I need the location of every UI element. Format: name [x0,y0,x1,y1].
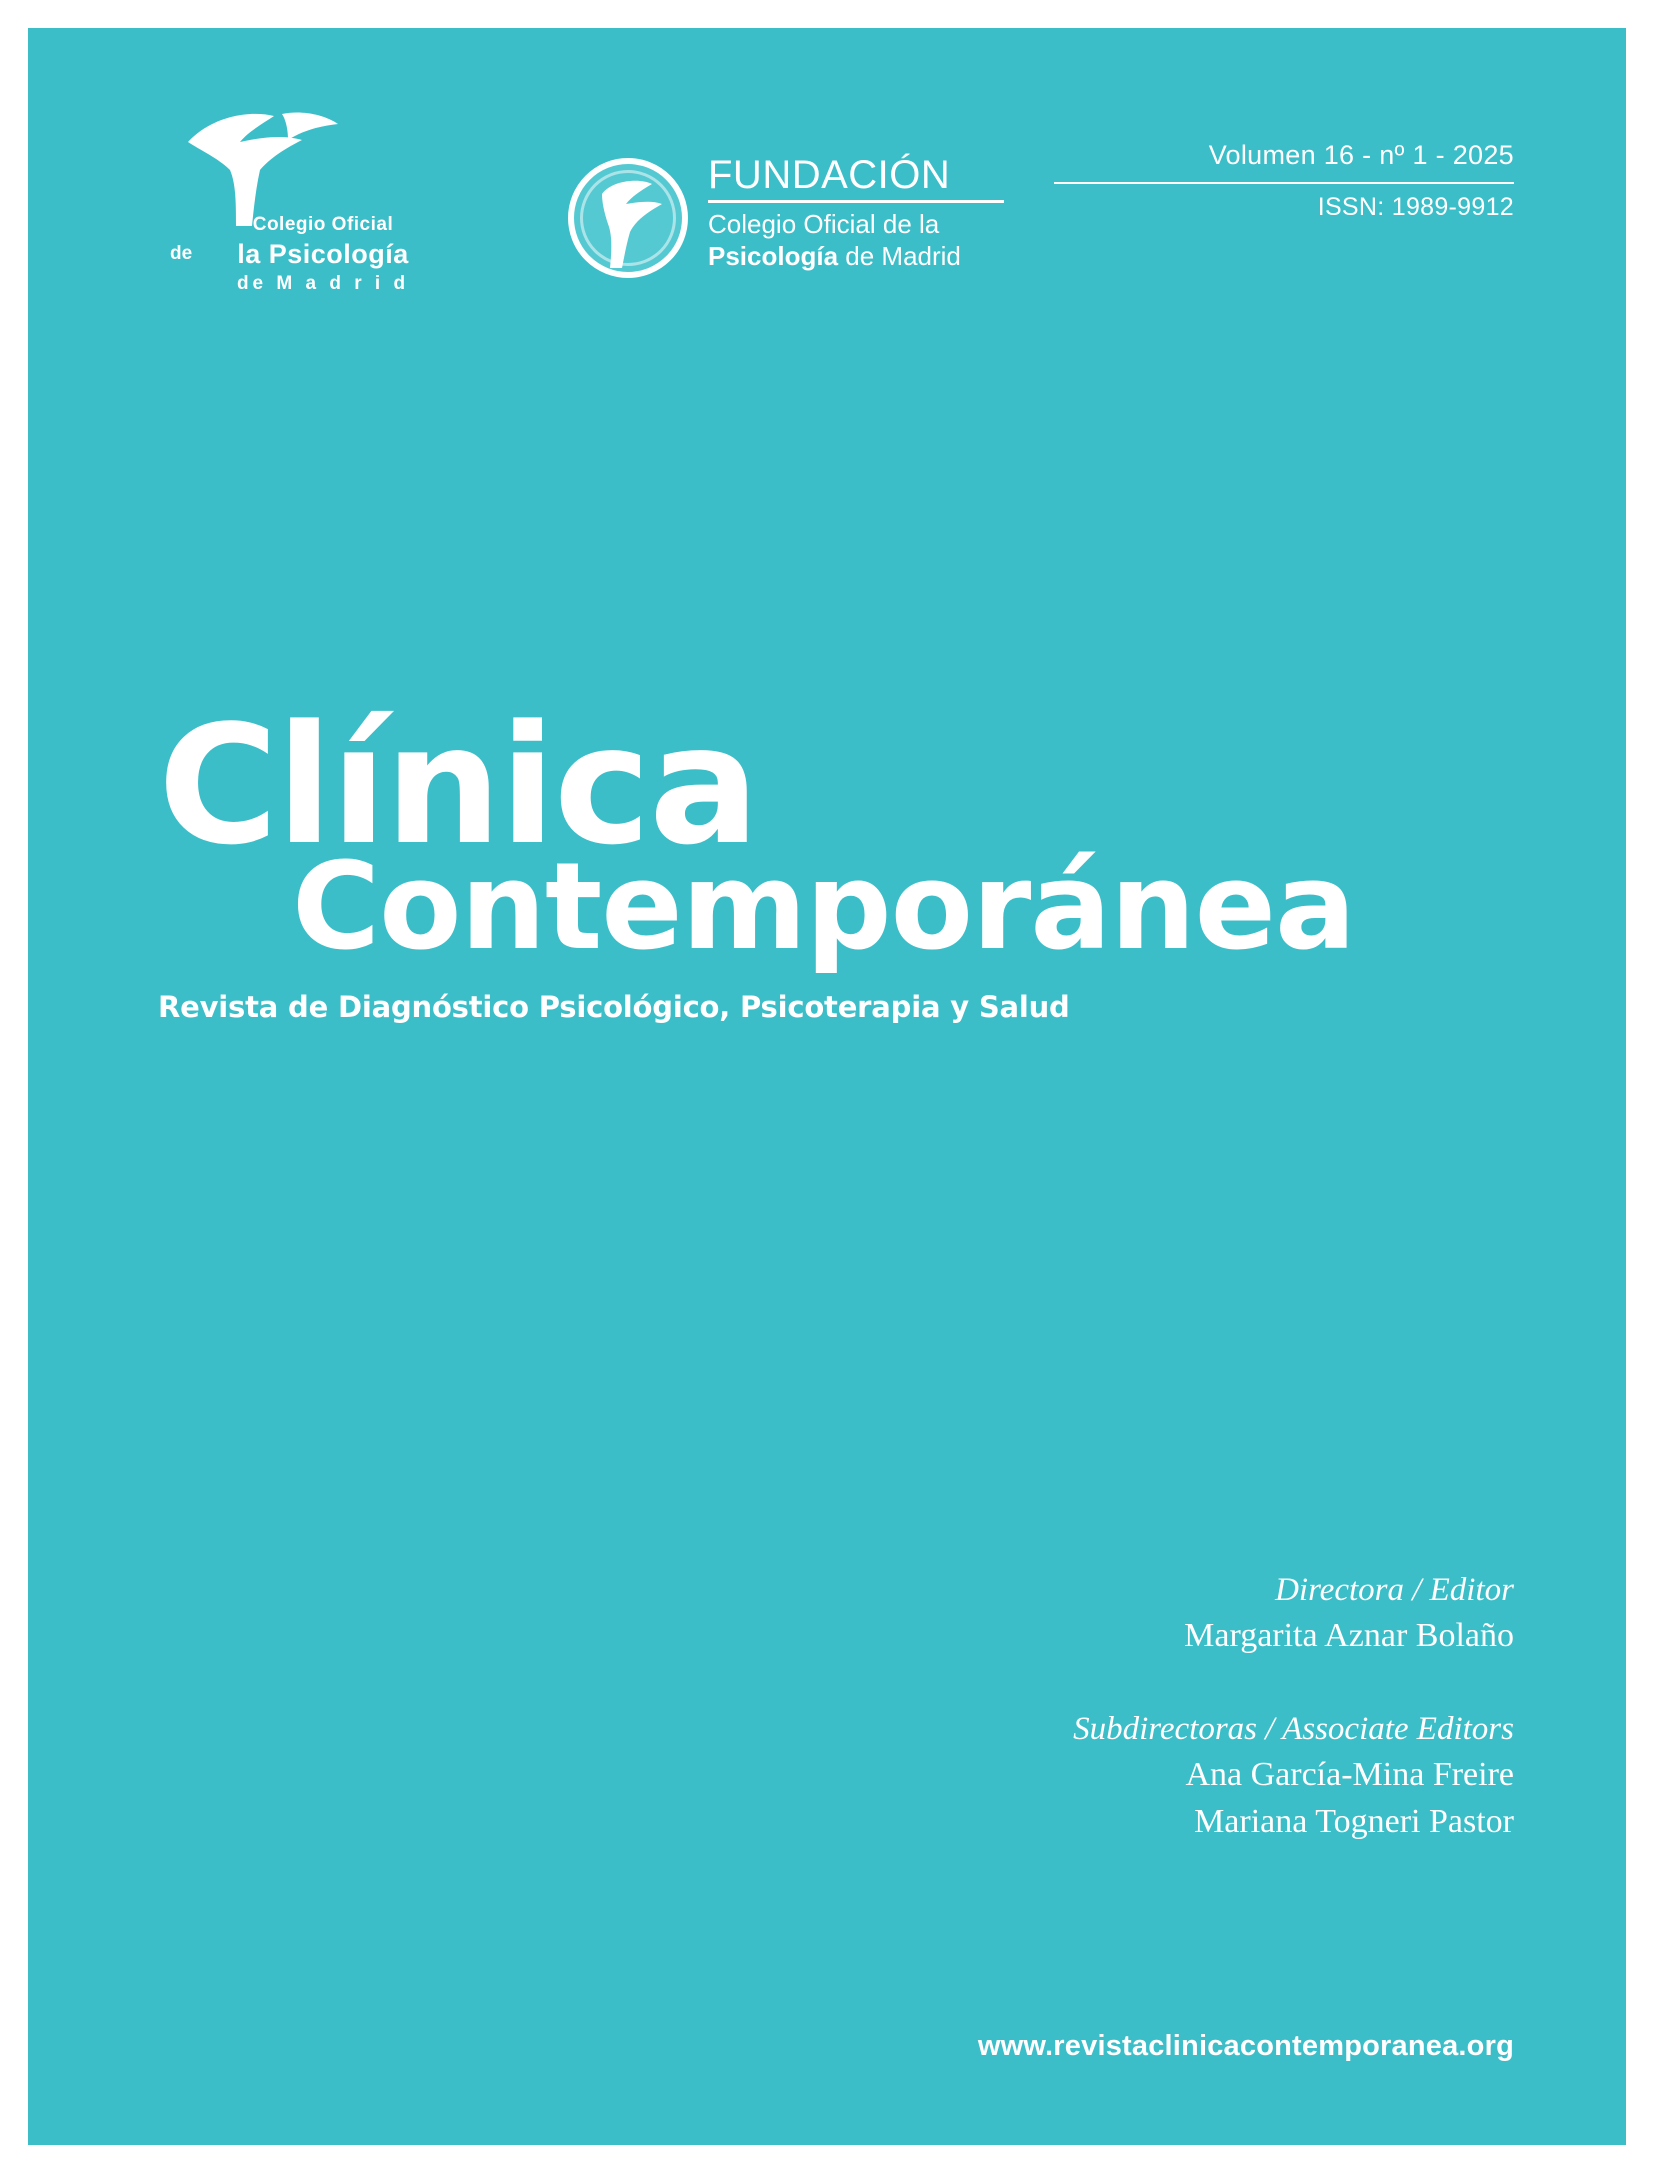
fundacion-emblem-icon [568,158,688,278]
colegio-logo-wordmark [158,213,488,296]
issue-divider [1054,182,1514,184]
issue-issn: ISSN: 1989-9912 [1317,193,1514,221]
issue-info [1054,140,1514,222]
director-role-label: Directora / Editor [1275,1572,1514,1608]
colegio-logo-prefix: de [170,243,193,264]
fundacion-line3-rest: de Madrid [838,240,961,271]
fundacion-line2: Colegio Oficial de la [708,209,940,239]
journal-website[interactable]: www.revistaclinicacontemporanea.org [977,2030,1514,2062]
fundacion-divider [708,200,1004,203]
colegio-logo-line2: la Psicología [237,239,409,270]
associate-editor-name-1: Ana García-Mina Freire [1185,1756,1514,1793]
director-group [774,1568,1514,1659]
director-name: Margarita Aznar Bolaño [1184,1616,1514,1654]
fundacion-line3-bold: Psicología [708,240,839,271]
fundacion-line1: FUNDACIÓN [708,153,951,197]
journal-subtitle: Revista de Diagnóstico Psicológico, Psicoterapia y Salud [158,989,1070,1024]
journal-title-line2: Contemporánea [292,837,1356,977]
fundacion-wordmark [708,154,1038,272]
issue-volume: Volumen 16 - nº 1 - 2025 [1208,140,1514,170]
colegio-logo-line1: Colegio Oficial [252,214,394,235]
editorial-credits [774,1568,1514,1846]
journal-title-line1: Clínica [158,690,758,881]
associate-editors-role-label: Subdirectoras / Associate Editors [1073,1711,1514,1748]
cover-background [28,28,1626,2145]
fundacion-logo [568,153,1038,308]
associate-editor-name-2: Mariana Togneri Pastor [1194,1802,1514,1840]
colegio-logo-line3: de M a d r i d [236,272,410,294]
bird-dove-icon [178,108,348,228]
fundacion-line3 [708,241,1038,273]
colegio-oficial-logo [148,108,498,294]
associate-editors-group [774,1707,1514,1845]
journal-masthead [158,690,1356,1024]
